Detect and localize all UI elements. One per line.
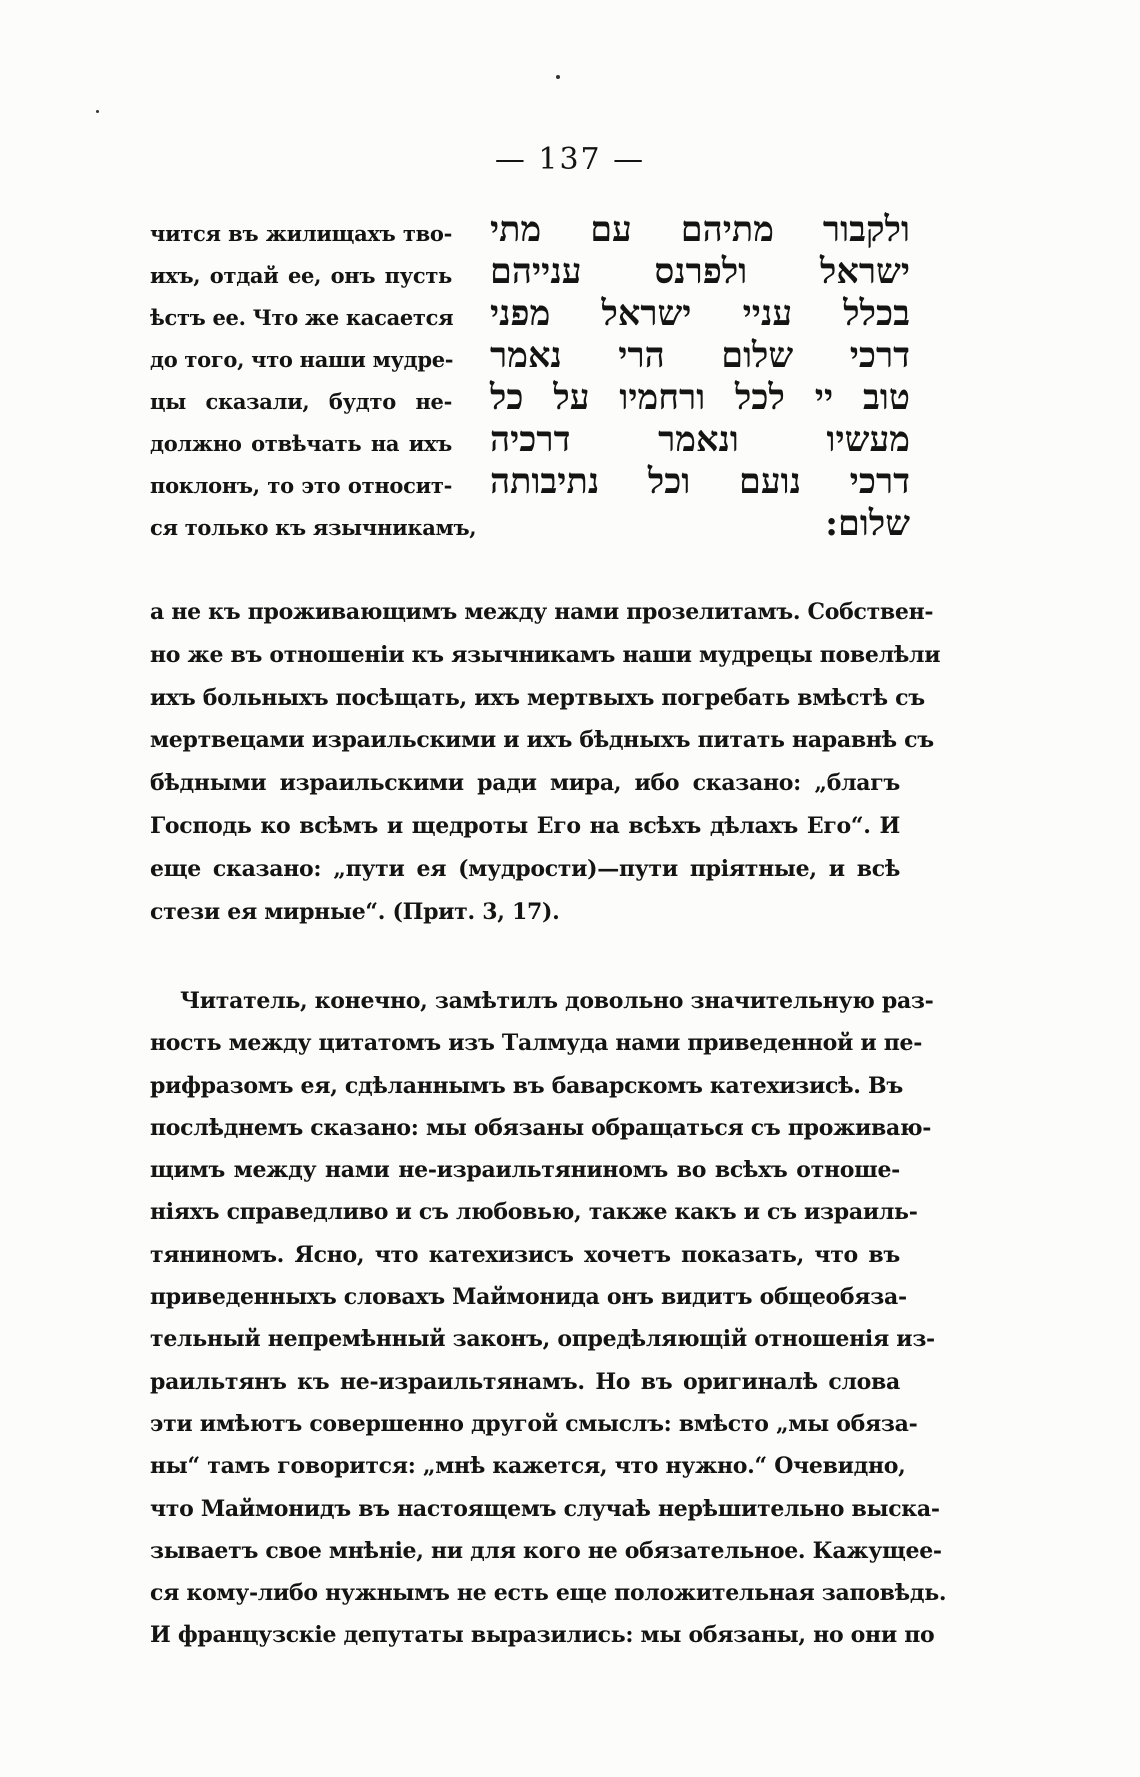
text-line: а не къ проживающимъ между нами прозелитамъ. Собствен- [150, 599, 934, 625]
text-line: ихъ больныхъ посѣщать, ихъ мертвыхъ погребать вмѣстѣ съ [150, 684, 925, 711]
hebrew-line: דרכי נועם וכל נתיבותה [490, 461, 910, 502]
text-line: рифразомъ ея, сдѣланнымъ въ баварскомъ катехизисѣ. Въ [150, 1072, 903, 1099]
ink-speck [556, 75, 560, 79]
hebrew-line: דרכי שלום הרי נאמר [490, 335, 910, 376]
text-line: щимъ между нами не-израильтяниномъ во всѣхъ отноше- [150, 1157, 900, 1184]
russian-line: ѣстъ ее. Что же касается [150, 305, 454, 330]
hebrew-line: טוב יי לכל ורחמיו על כל [490, 377, 910, 418]
text-line: стези ея мирные“. (Прит. 3, 17). [150, 898, 560, 925]
text-line: раильтянъ къ не-израильтянамъ. Но въ оригиналѣ слова [150, 1368, 900, 1395]
paragraph-continuation [150, 591, 941, 933]
text-line: ніяхъ справедливо и съ любовью, также какъ и съ израиль- [150, 1199, 918, 1226]
hebrew-line: ולקבור מתיהם עם מתי [490, 209, 910, 250]
russian-line: должно отвѣчать на ихъ [150, 431, 452, 456]
page-number: — 137 — [494, 142, 646, 177]
text-line: тяниномъ. Ясно, что катехизисъ хочетъ показать, что въ [150, 1241, 900, 1268]
russian-line: ихъ, отдай ее, онъ пусть [150, 263, 452, 288]
text-line: эти имѣютъ совершенно другой смыслъ: вмѣсто „мы обяза- [150, 1410, 918, 1437]
russian-column [150, 213, 477, 549]
russian-line: ся только къ язычникамъ, [150, 515, 477, 540]
text-line: приведенныхъ словахъ Маймонида онъ видитъ общеобяза- [150, 1284, 907, 1311]
hebrew-line: שלום: [825, 503, 910, 544]
text-line: что Маймонидъ въ настоящемъ случаѣ нерѣшительно выска- [150, 1495, 940, 1522]
text-line: мертвецами израильскими и ихъ бѣдныхъ питать наравнѣ съ [150, 727, 934, 754]
text-line: И французскіе депутаты выразились: мы обязаны, но они по [150, 1622, 935, 1649]
hebrew-column [490, 209, 910, 545]
hebrew-line: בכלל עניי ישראל מפני [490, 293, 910, 334]
text-line: Читатель, конечно, замѣтилъ довольно значительную раз- [180, 988, 934, 1014]
text-line: ся кому-либо нужнымъ не есть еще положительная заповѣдь. [150, 1580, 947, 1607]
text-line: тельный непремѣнный законъ, опредѣляющій отношенія из- [150, 1326, 935, 1353]
text-line: еще сказано: „пути ея (мудрости)—пути пріятные, и всѣ [150, 855, 900, 882]
russian-line: поклонъ, то это относит- [150, 473, 452, 498]
russian-line: чится въ жилищахъ тво- [150, 221, 452, 246]
hebrew-line: ישראל ולפרנס ענייהם [490, 251, 910, 292]
text-line: Господь ко всѣмъ и щедроты Его на всѣхъ дѣлахъ Его“. И [150, 812, 900, 839]
russian-line: до того, что наши мудре- [150, 347, 454, 372]
text-line: ность между цитатомъ изъ Талмуда нами приведенной и пе- [150, 1030, 923, 1057]
paragraph [150, 980, 947, 1657]
text-line: бѣдными израильскими ради мира, ибо сказано: „благъ [150, 770, 900, 797]
ink-speck [96, 110, 99, 113]
hebrew-line: מעשיו ונאמר דרכיה [490, 419, 910, 460]
text-line: зываетъ свое мнѣніе, ни для кого не обязательное. Кажущее- [150, 1537, 942, 1564]
text-line: но же въ отношеніи къ язычникамъ наши мудрецы повелѣли [150, 641, 941, 668]
russian-line: цы сказали, будто не- [150, 389, 452, 414]
text-line: ны“ тамъ говорится: „мнѣ кажется, что нужно.“ Очевидно, [150, 1453, 906, 1480]
text-line: послѣднемъ сказано: мы обязаны обращаться съ проживаю- [150, 1114, 932, 1141]
